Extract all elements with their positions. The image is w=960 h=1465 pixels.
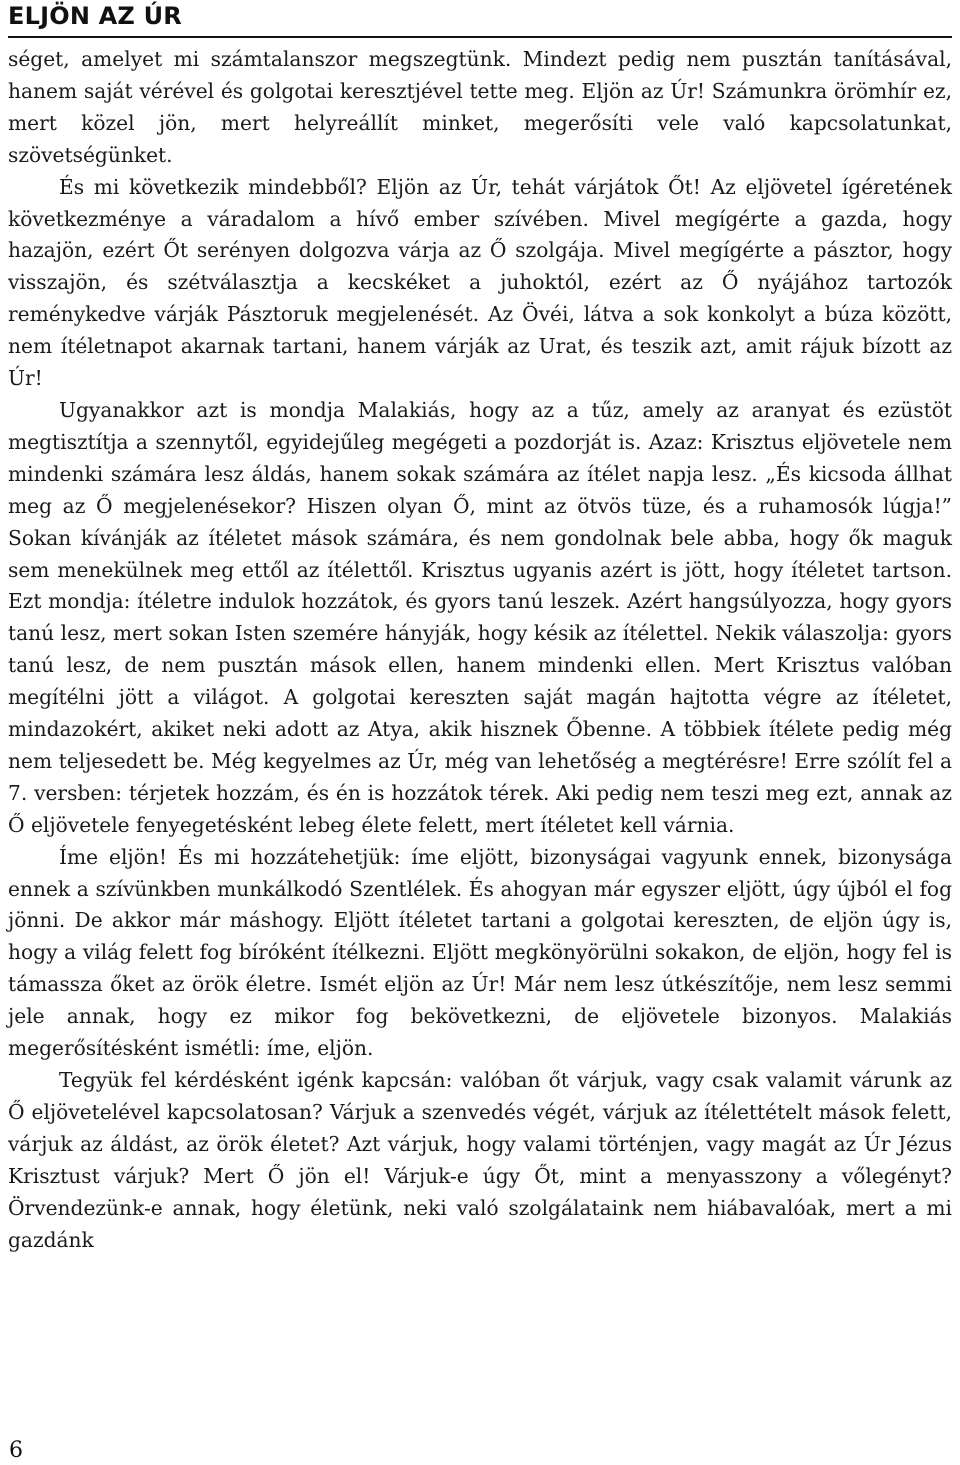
- running-header: ELJÖN AZ ÚR: [8, 2, 182, 30]
- paragraph: Ugyanakkor azt is mondja Malakiás, hogy az a tűz, amely az aranyat és ezüstöt megtisztítja a szennytől, egyidejűleg megégeti a pozdorját is. Azaz: Krisztus eljövetele nem mindenki számára lesz áldás, hanem sokak számára az ítélet napja lesz. „És kicsoda állhat meg az Ő megjelenésekor? Hiszen olyan Ő, mint az ötvös tüze, és a ruhamosók lúgja!” Sokan kívánják az ítéletet mások számára, és nem gondolnak bele abba, hogy ők maguk sem menekülnek meg ettől az ítélettől. Krisztus ugyanis azért is jött, hogy ítéletet tartson. Ezt mondja: ítéletre indulok hozzátok, és gyors tanú leszek. Azért hangsúlyozza, hogy gyors tanú lesz, mert sokan Isten szemére hányják, hogy késik az ítélettel. Nekik válaszolja: gyors tanú lesz, de nem pusztán mások ellen, hanem mindenki ellen. Mert Krisztus valóban megítélni jött a világot. A golgotai kereszten saját magán hajtotta végre az ítéletet, mindazokért, akiket neki adott az Atya, akik hisznek Őbenne. A többiek ítélete pedig még nem teljesedett be. Még kegyelmes az Úr, még van lehetőség a megtérésre! Erre szólít fel a 7. versben: térjetek hozzám, és én is hozzátok térek. Aki pedig nem teszi meg ezt, annak az Ő eljövetele fenyegetésként lebeg élete felett, mert ítéletet kell várnia.: [8, 397, 952, 837]
- paragraph-continuation: séget, amelyet mi számtalanszor megszegtünk. Mindezt pedig nem pusztán tanításával, hanem saját vérével és golgotai keresztjével tette meg. Eljön az Úr! Számunkra örömhír ez, mert közel jön, mert helyreállít minket, megerősíti vele való kapcsolatunkat, szövetségünket.: [8, 47, 952, 167]
- body-text: [8, 44, 952, 1256]
- paragraph: Tegyük fel kérdésként igénk kapcsán: valóban őt várjuk, vagy csak valamit várunk az Ő eljövetelével kapcsolatosan? Várjuk a szenvedés végét, várjuk az ítélettételt mások felett, várjuk az áldást, az örök életet? Azt várjuk, hogy valami történjen, vagy magát az Úr Jézus Krisztust várjuk? Mert Ő jön el! Várjuk-e úgy Őt, mint a menyasszony a vőlegényt? Örvendezünk-e annak, hogy életünk, neki való szolgálataink nem hiábavalóak, mert a mi gazdánk: [8, 1068, 952, 1252]
- header-divider: [8, 36, 952, 38]
- paragraph: És mi következik mindebből? Eljön az Úr, tehát várjátok Őt! Az eljövetel ígéretének következménye a váradalom a hívő ember szívében. Mivel megígérte a gazda, hogy hazajön, ezért Őt serényen dolgozva várja az Ő szolgája. Mivel megígérte a pásztor, hogy visszajön, és szétválasztja a kecskéket a juhoktól, ezért az Ő nyájához tartozók reménykedve várják Pásztoruk megjelenését. Az Övéi, látva a sok konkolyt a búza között, nem ítéletnapot akarnak tartani, hanem várják az Urat, és teszik azt, amit rájuk bízott az Úr!: [8, 174, 952, 391]
- paragraph: Íme eljön! És mi hozzátehetjük: íme eljött, bizonyságai vagyunk ennek, bizonysága ennek a szívünkben munkálkodó Szentlélek. És ahogyan már egyszer eljött, úgy újból el fog jönni. De akkor már máshogy. Eljött ítéletet tartani a golgotai kereszten, de eljön úgy is, hogy a világ felett fog bíróként ítélkezni. Eljött megkönyörülni sokakon, de eljön, hogy fel is támassza őket az örök életre. Ismét eljön az Úr! Már nem lesz útkészítője, nem lesz semmi jele annak, hogy ez mikor fog bekövetkezni, de eljövetele bizonyos. Malakiás megerősítésként ismétli: íme, eljön.: [8, 844, 952, 1061]
- page-number: 6: [9, 1438, 23, 1463]
